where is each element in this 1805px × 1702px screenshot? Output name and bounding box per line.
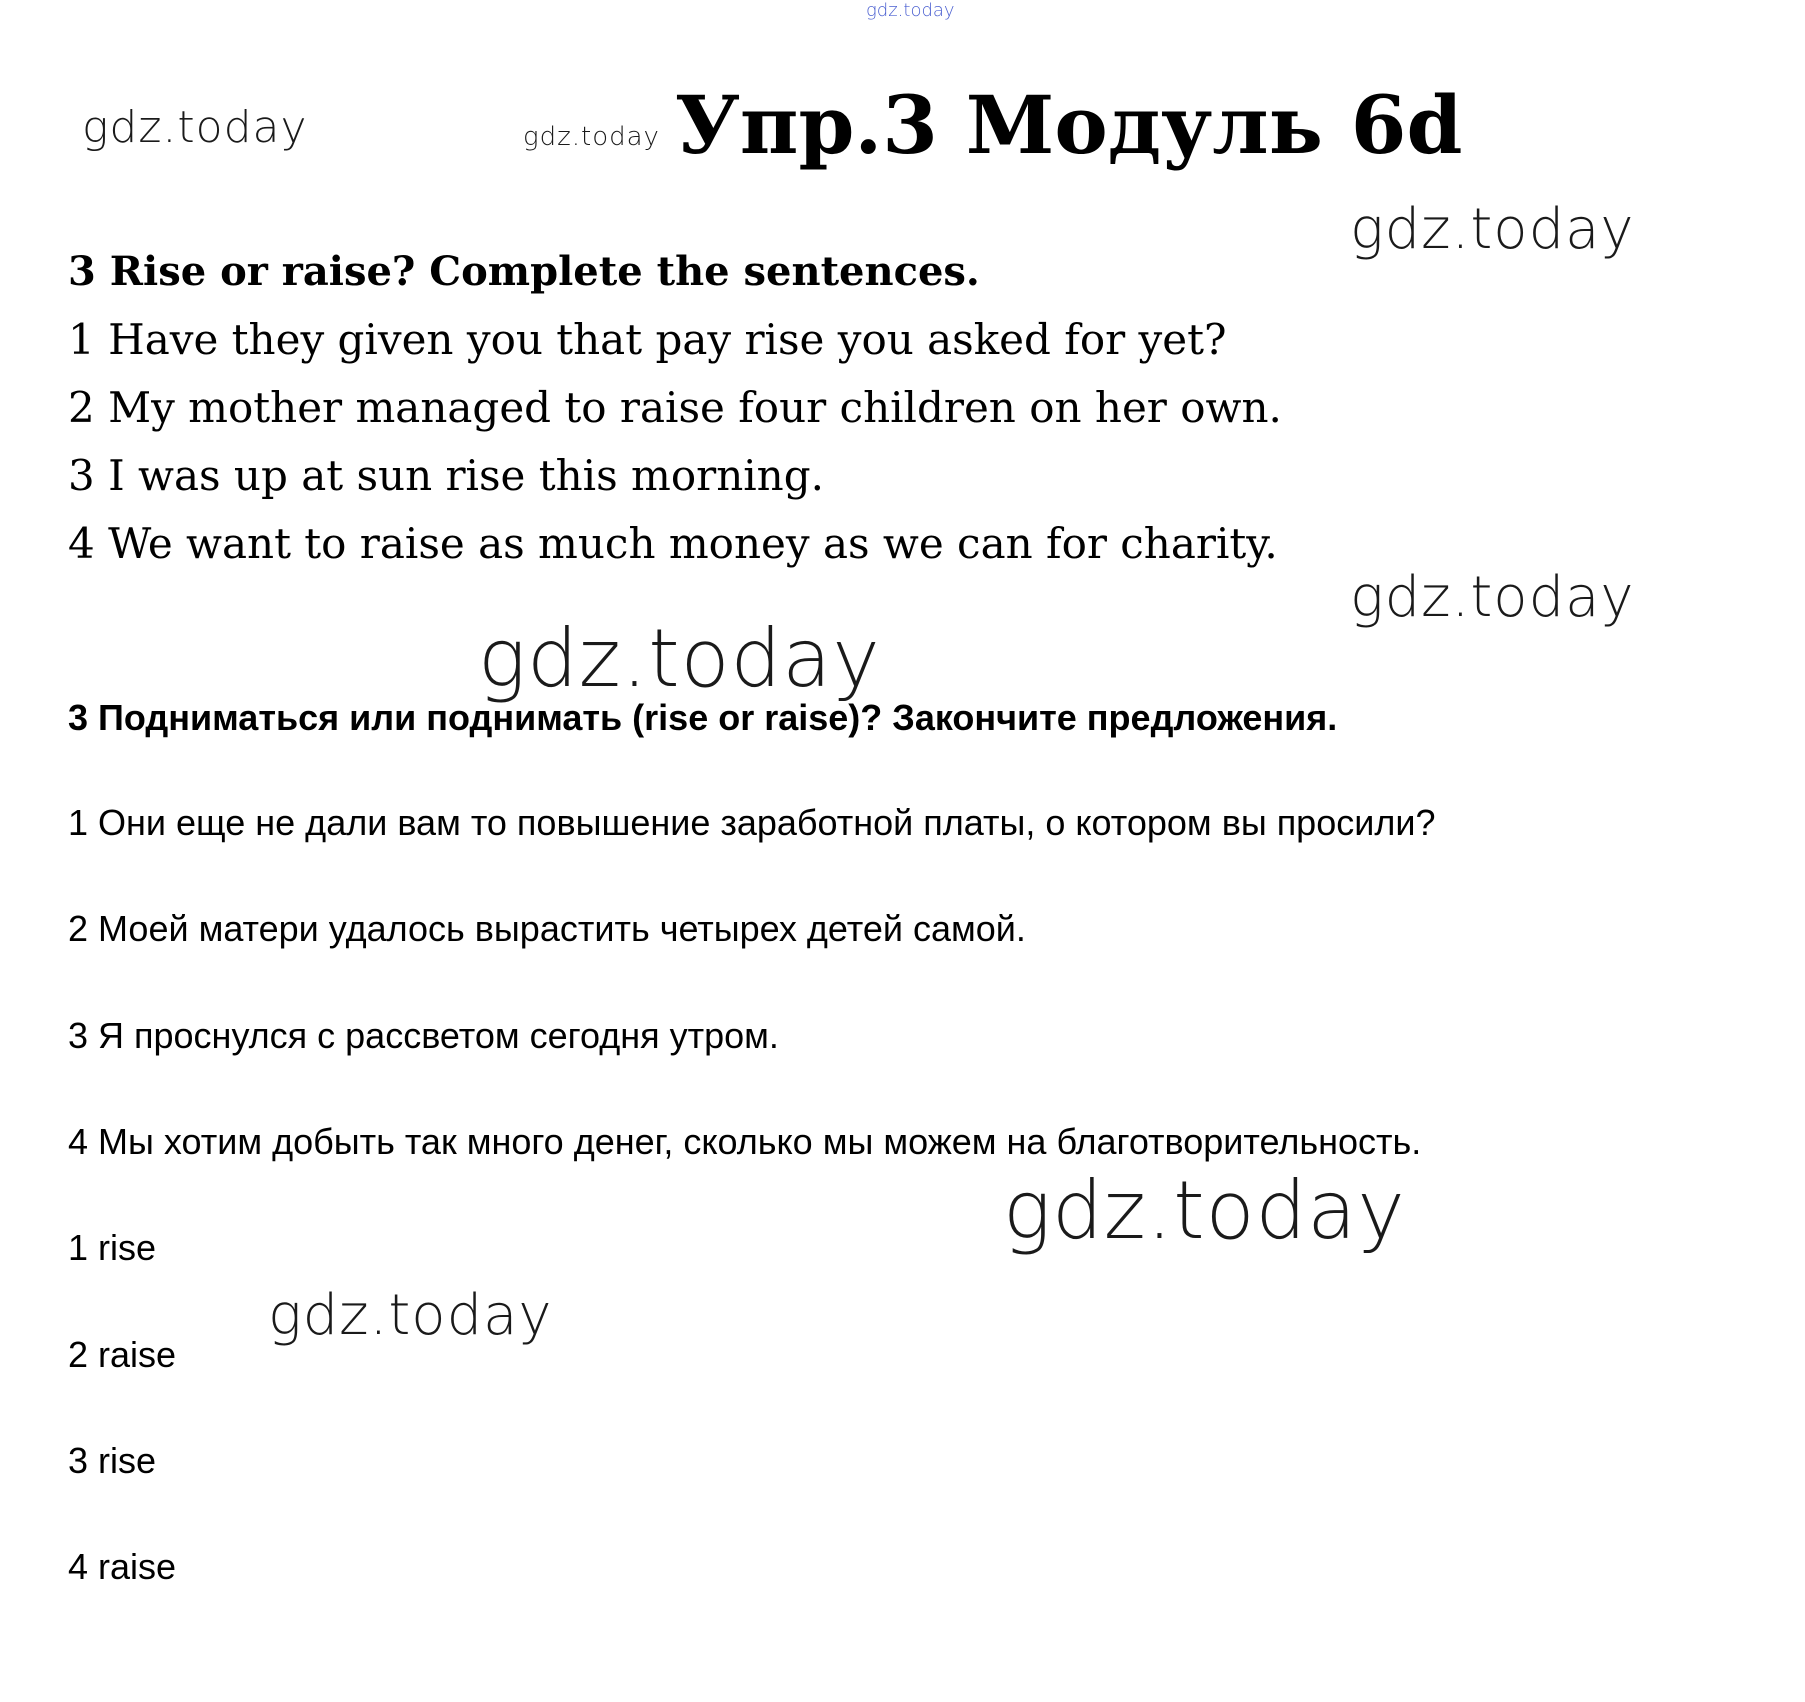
english-heading: 3 Rise or raise? Complete the sentences. [68, 248, 980, 295]
answer-1: 1 rise [68, 1227, 157, 1268]
english-sentence-2: 2 My mother managed to raise four children on her own. [68, 383, 1282, 432]
watermark-center-large: gdz.today [478, 612, 881, 705]
answer-4: 4 raise [68, 1546, 177, 1587]
watermark-top: gdz.today [866, 0, 955, 21]
english-sentence-1: 1 Have they given you that pay rise you asked for yet? [68, 315, 1227, 364]
english-sentence-4: 4 We want to raise as much money as we can for charity. [68, 519, 1278, 568]
answer-2: 2 raise [68, 1334, 177, 1375]
watermark-near-title: gdz.today [523, 122, 660, 152]
watermark-lower-right-large: gdz.today [1003, 1164, 1406, 1257]
russian-heading: 3 Подниматься или поднимать (rise or raise)? Закончите предложения. [68, 697, 1338, 738]
russian-sentence-3: 3 Я проснулся с рассветом сегодня утром. [68, 1015, 779, 1056]
watermark-left-header: gdz.today [82, 102, 308, 153]
russian-sentence-2: 2 Моей матери удалось вырастить четырех детей самой. [68, 908, 1026, 949]
russian-sentence-1: 1 Они еще не дали вам то повышение заработной платы, о котором вы просили? [68, 802, 1436, 843]
watermark-lower-left: gdz.today [268, 1283, 553, 1348]
watermark-right-1: gdz.today [1350, 197, 1635, 262]
watermark-right-2: gdz.today [1350, 565, 1635, 630]
page-title: Упр.3 Модуль 6d [675, 78, 1463, 172]
russian-sentence-4: 4 Мы хотим добыть так много денег, сколько мы можем на благотворительность. [68, 1121, 1422, 1162]
english-sentence-3: 3 I was up at sun rise this morning. [68, 451, 824, 500]
answer-3: 3 rise [68, 1440, 157, 1481]
